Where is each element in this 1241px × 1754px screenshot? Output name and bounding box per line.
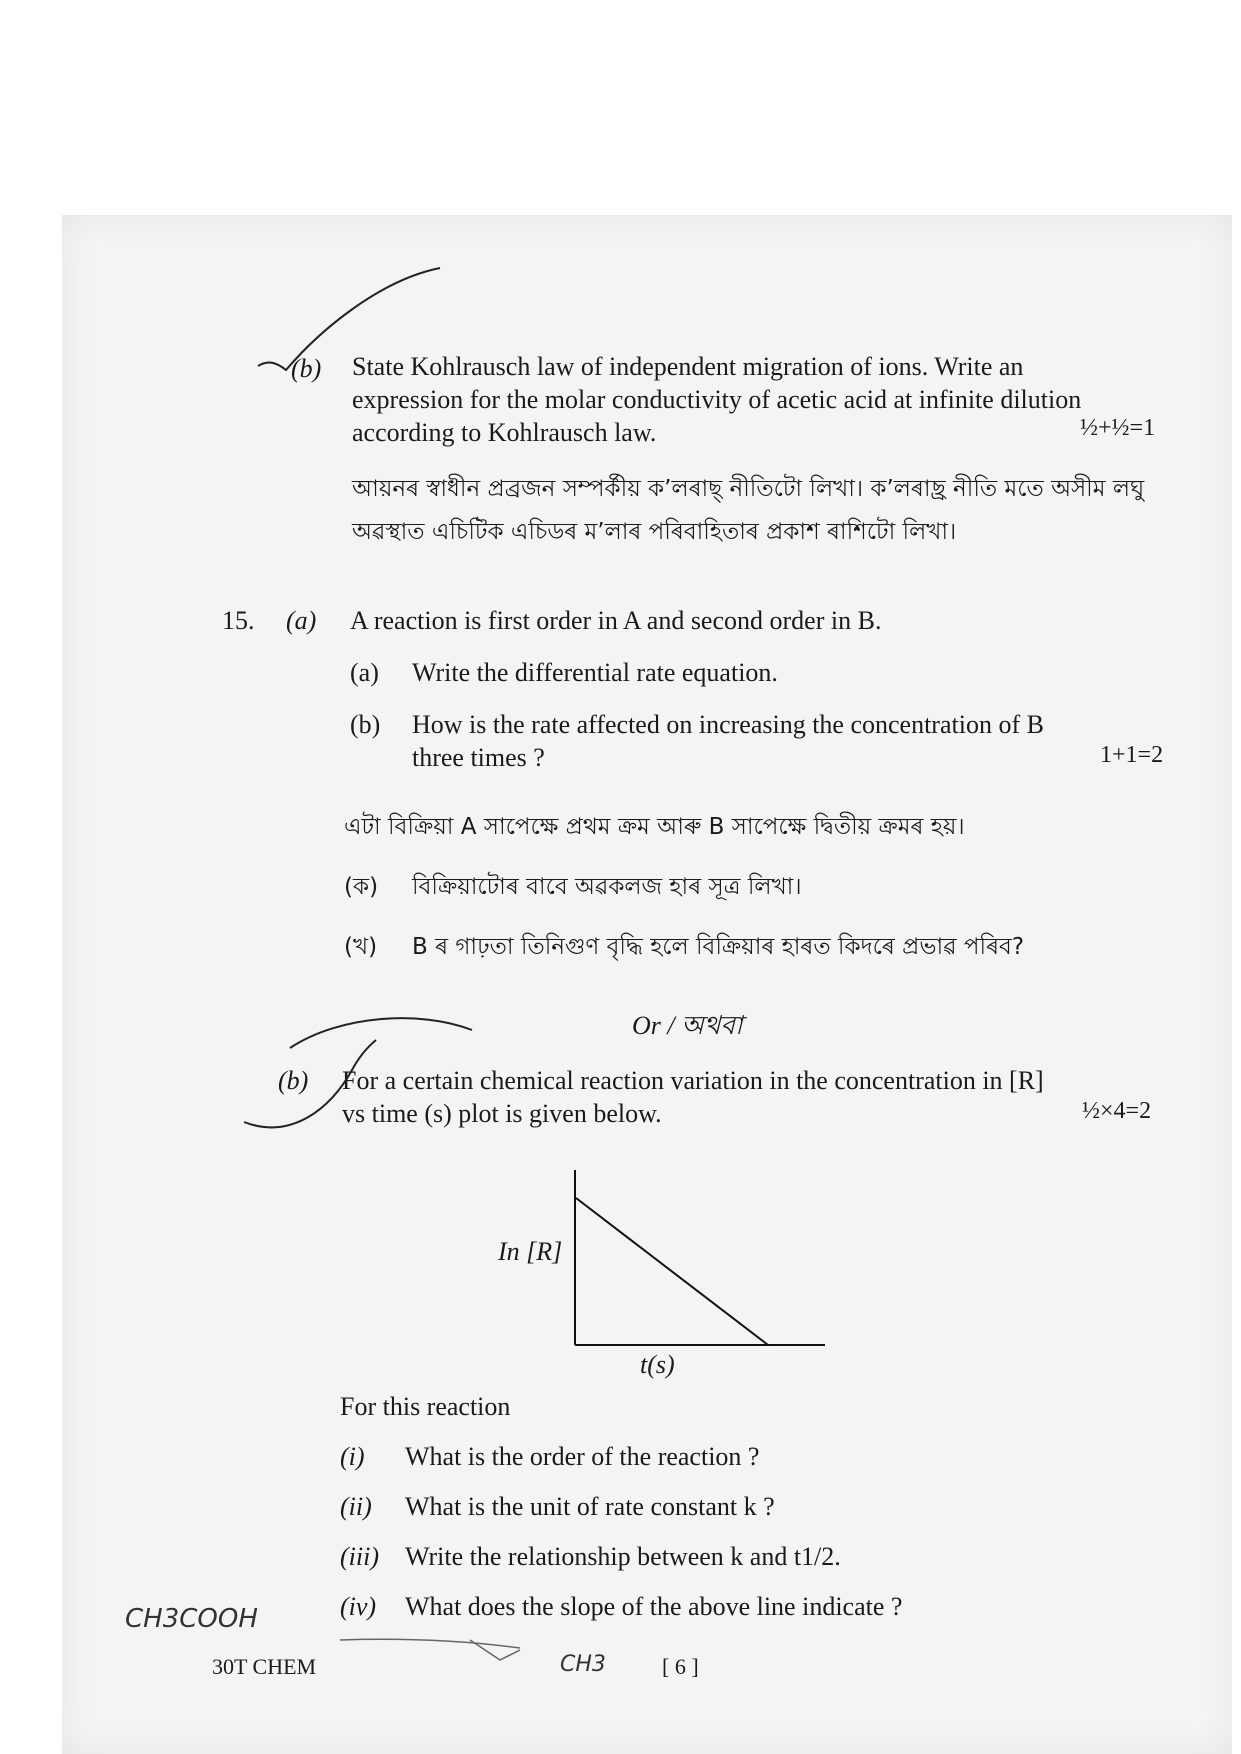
paper-code: 30T CHEM (212, 1654, 317, 1679)
graph-x-label: t(s) (640, 1350, 675, 1379)
q15a-sub-b-line1: How is the rate affected on increasing the concentration of B (412, 710, 1044, 739)
q14b-line1: State Kohlrausch law of independent migration of ions. Write an (352, 352, 1024, 381)
item-text: What is the order of the reaction ? (405, 1442, 760, 1471)
q15a-bn-stem: এটা বিক্ৰিয়া A সাপেক্ষে প্ৰথম ক্ৰম আৰু B সাপেক্ষে দ্বিতীয় ক্ৰমৰ হয়। (344, 814, 965, 840)
item-text: Write the relationship between k and t1/2. (405, 1542, 841, 1571)
list-item (340, 1490, 1140, 1540)
q14b-marks: ½+½=1 (1080, 415, 1156, 441)
q15a-sub-a-text: Write the differential rate equation. (412, 658, 778, 687)
q14b-label: (b) (291, 354, 322, 383)
item-label: (ii) (340, 1492, 372, 1521)
plot-line (576, 1198, 768, 1345)
q15-number: 15. (222, 606, 255, 635)
item-text: What is the unit of rate constant k ? (405, 1492, 775, 1521)
q15a-bn-b-label: (খ) (344, 934, 378, 960)
q15a-marks: 1+1=2 (1100, 742, 1164, 768)
q15a-bn-b-text: B ৰ গাঢ়তা তিনিগুণ বৃদ্ধি হলে বিক্ৰিয়াৰ হাৰত কিদৰে প্ৰভাৱ পৰিব? (412, 934, 1025, 960)
list-item (340, 1440, 1140, 1490)
q15b-line2: vs time (s) plot is given below. (342, 1099, 662, 1128)
handwritten-formula: CH3COOH (125, 1604, 258, 1634)
q15a-sub-b-line2: three times ? (412, 743, 545, 772)
q15b-marks: ½×4=2 (1082, 1098, 1152, 1124)
q15a-bn-a-text: বিক্ৰিয়াটোৰ বাবে অৱকলজ হাৰ সূত্ৰ লিখা। (412, 874, 802, 900)
q14b-bengali (352, 468, 1212, 554)
item-label: (i) (340, 1442, 365, 1471)
q15a-bn-a-label: (ক) (344, 874, 379, 900)
for-this-reaction: For this reaction (340, 1392, 511, 1421)
q14b-line3: according to Kohlrausch law. (352, 418, 657, 447)
or-separator: Or / অথবা (632, 1011, 743, 1040)
list-item (340, 1540, 1140, 1590)
q15a-label: (a) (286, 606, 317, 635)
q14b-bn-line1: আয়নৰ স্বাধীন প্ৰব্ৰজন সম্পৰ্কীয় ক’লৰাছ্ নীতিটো লিখা। ক’লৰাছ্ৰ নীতি মতে অসীম লঘু (352, 476, 1145, 502)
item-label: (iv) (340, 1592, 377, 1621)
q15a-sub-b (412, 708, 1182, 774)
q15b-line1: For a certain chemical reaction variation in the concentration in [R] (342, 1066, 1044, 1095)
q15b-items (340, 1440, 1140, 1640)
q15b-question (342, 1064, 1182, 1130)
handwritten-note: CH3 (560, 1652, 606, 1677)
graph-y-label: In [R] (498, 1237, 563, 1266)
q14b-line2: expression for the molar conductivity of acetic acid at infinite dilution (352, 385, 1082, 414)
item-text: What does the slope of the above line indicate ? (405, 1592, 903, 1621)
q15a-stem: A reaction is first order in A and second order in B. (350, 606, 882, 635)
page-number: [ 6 ] (662, 1654, 699, 1679)
q14b-bn-line2: অৱস্থাত এচিটিক এচিডৰ ম’লাৰ পৰিবাহিতাৰ প্ৰকাশ ৰাশিটো লিখা। (352, 519, 957, 545)
list-item (340, 1590, 1140, 1640)
q15b-label: (b) (278, 1066, 309, 1095)
q15a-sub-b-label: (b) (350, 710, 381, 739)
q14b-question (352, 350, 1202, 449)
item-label: (iii) (340, 1542, 379, 1571)
q15a-sub-a-label: (a) (350, 658, 379, 687)
